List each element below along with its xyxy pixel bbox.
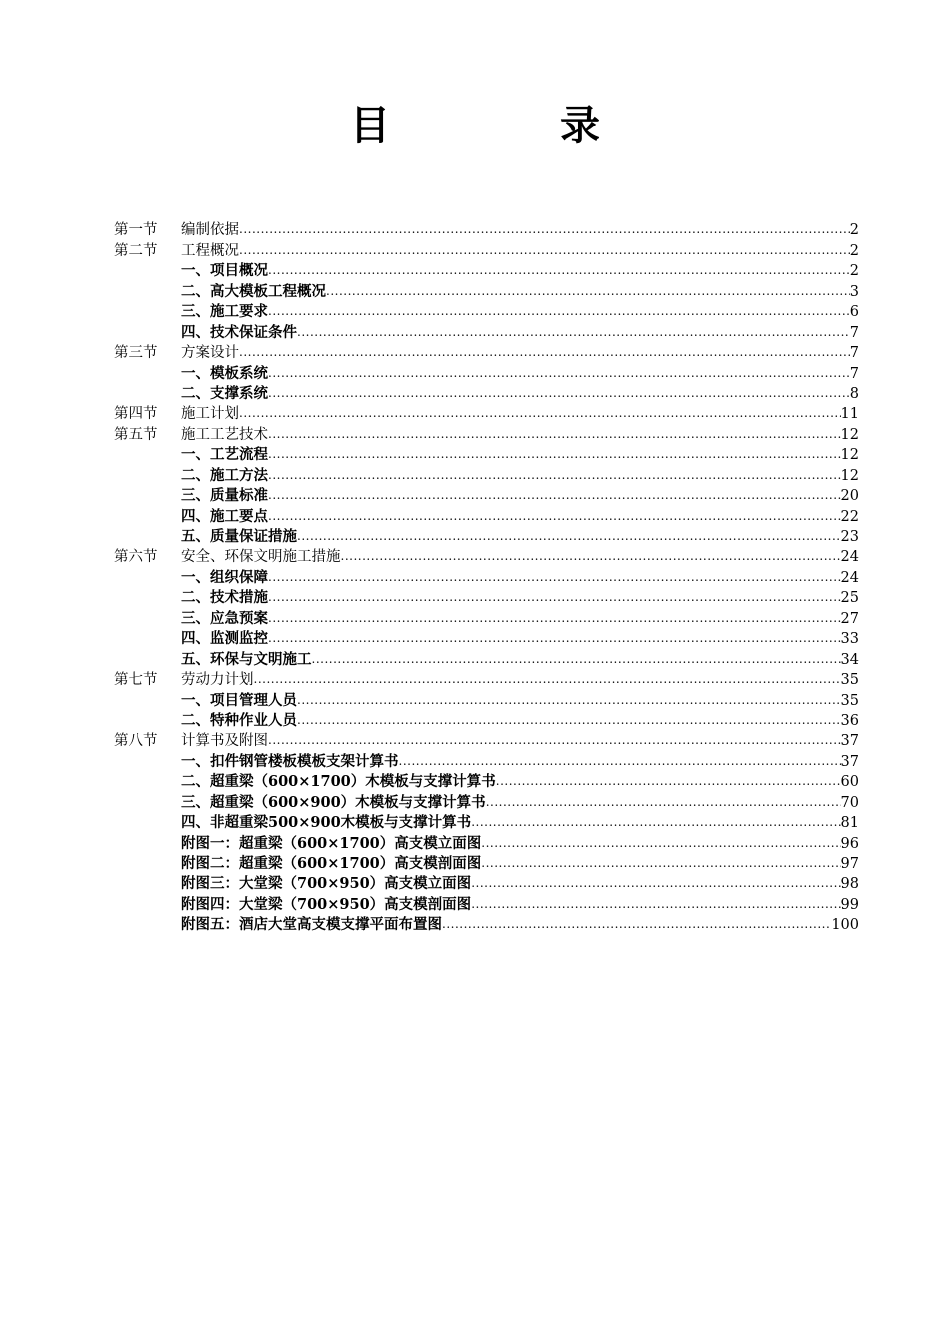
toc-entry-label: 二、高大模板工程概况 [181,282,326,300]
toc-entry-label: 四、非超重梁500×900木模板与支撑计算书 [181,814,472,832]
toc-page-number: 98 [840,876,859,893]
toc-entry[interactable] [114,384,859,404]
toc-entry[interactable] [114,547,859,567]
toc-entry[interactable] [114,690,859,710]
toc-entry[interactable] [114,465,859,485]
toc-page-number: 8 [849,385,859,402]
table-of-contents [114,220,859,935]
toc-page-number: 2 [849,222,859,239]
toc-page-number: 36 [840,712,859,729]
toc-page-number: 34 [840,651,859,668]
toc-entry[interactable] [114,608,859,628]
toc-dot-leader [239,344,850,360]
toc-entry[interactable] [114,915,859,935]
toc-page-number: 24 [840,569,859,586]
toc-page-number: 60 [840,774,859,791]
toc-dot-leader [268,732,841,748]
toc-section-number: 第五节 [114,426,158,443]
toc-dot-leader [471,875,840,891]
toc-dot-leader [496,773,841,789]
toc-entry-label: 三、应急预案 [181,609,268,627]
toc-dot-leader [268,365,850,381]
toc-page-number: 24 [840,549,859,566]
toc-page-number: 20 [840,488,859,505]
toc-page-number: 35 [840,672,859,689]
toc-page-number: 25 [840,590,859,607]
toc-entry-label: 方案设计 [181,345,239,362]
toc-page-number: 70 [840,794,859,811]
toc-page-number: 27 [840,610,859,627]
toc-entry[interactable] [114,874,859,894]
toc-page-number: 2 [849,263,859,280]
toc-page-number: 97 [840,856,859,872]
toc-page-number: 3 [849,283,859,300]
toc-entry[interactable] [114,506,859,526]
toc-entry-label: 一、组织保障 [181,568,268,586]
toc-entry-label: 二、超重梁（600×1700）木模板与支撑计算书 [181,773,496,791]
toc-section-number: 第三节 [114,345,158,362]
toc-entry-label: 施工计划 [181,406,239,423]
toc-section-number: 第一节 [114,222,158,239]
toc-page-number: 12 [840,467,859,484]
toc-entry[interactable] [114,302,859,322]
toc-dot-leader [341,548,841,564]
toc-entry[interactable] [114,649,859,669]
toc-entry[interactable] [114,711,859,731]
toc-dot-leader [268,385,850,401]
toc-dot-leader [268,508,841,524]
toc-page-number: 11 [840,406,859,423]
toc-page-number: 96 [840,835,859,852]
toc-entry-label: 五、环保与文明施工 [181,650,312,668]
toc-entry-label: 二、支撑系统 [181,384,268,402]
toc-dot-leader [481,855,840,871]
toc-entry-label: 一、工艺流程 [181,446,268,464]
toc-entry-label: 一、模板系统 [181,364,268,382]
toc-page-number: 99 [840,896,859,913]
toc-dot-leader [268,589,841,605]
toc-entry-label: 三、质量标准 [181,487,268,505]
toc-entry[interactable] [114,894,859,914]
toc-dot-leader [268,467,841,483]
toc-entry[interactable] [114,220,859,240]
toc-entry[interactable] [114,731,859,751]
toc-entry[interactable] [114,240,859,260]
toc-entry[interactable] [114,363,859,383]
toc-entry-label: 一、项目概况 [181,262,268,280]
toc-dot-leader [297,324,850,340]
toc-entry-label: 一、扣件钢管楼板模板支架计算书 [181,752,399,770]
toc-dot-leader [268,262,850,278]
toc-dot-leader [297,692,841,708]
toc-entry[interactable] [114,567,859,587]
toc-page-number: 12 [840,447,859,464]
toc-entry-label: 安全、环保文明施工措施 [181,549,341,566]
toc-entry[interactable] [114,343,859,363]
toc-dot-leader [471,896,840,912]
toc-entry[interactable] [114,854,859,874]
toc-entry[interactable] [114,833,859,853]
toc-section-number: 第八节 [114,733,158,750]
toc-page-number: 12 [840,426,859,443]
toc-entry-label: 四、技术保证条件 [181,323,297,341]
toc-dot-leader [268,426,841,442]
toc-dot-leader [481,835,840,851]
toc-entry[interactable] [114,751,859,771]
toc-entry-label: 计算书及附图 [181,733,268,750]
toc-entry[interactable] [114,588,859,608]
toc-dot-leader [297,712,841,728]
toc-entry[interactable] [114,629,859,649]
toc-dot-leader [471,814,840,830]
toc-section-number: 第四节 [114,406,158,423]
toc-entry-label: 三、超重梁（600×900）木模板与支撑计算书 [181,793,486,811]
toc-section-number: 第六节 [114,549,158,566]
toc-entry-label: 编制依据 [181,222,239,239]
toc-entry-label: 施工工艺技术 [181,426,268,443]
toc-entry[interactable] [114,772,859,792]
toc-dot-leader [399,753,841,769]
toc-page-number: 35 [840,692,859,709]
toc-entry-label: 五、质量保证措施 [181,528,297,545]
toc-dot-leader [239,405,841,421]
toc-entry-label: 劳动力计划 [181,672,254,689]
toc-page-number: 100 [831,917,859,934]
toc-dot-leader [239,221,850,237]
toc-section-number: 第二节 [114,242,158,259]
toc-entry[interactable] [114,322,859,342]
toc-page-number: 6 [849,304,859,321]
page-title: 目 录 [350,102,678,149]
toc-page-number: 7 [849,345,859,362]
toc-entry-label: 二、特种作业人员 [181,711,297,729]
toc-dot-leader [297,528,841,544]
toc-page-number: 23 [840,529,859,545]
toc-dot-leader [486,794,841,810]
toc-entry-label: 二、施工方法 [181,466,268,484]
toc-page-number: 7 [849,365,859,382]
toc-dot-leader [268,446,841,462]
toc-dot-leader [326,283,850,299]
toc-entry-label: 四、施工要点 [181,507,268,525]
toc-page-number: 7 [849,324,859,341]
toc-entry-label: 二、技术措施 [181,589,268,607]
toc-dot-leader [268,569,841,585]
toc-entry[interactable] [114,445,859,465]
toc-entry-label: 附图一：超重梁（600×1700）高支模立面图 [181,834,482,852]
toc-entry-label: 附图二：超重梁（600×1700）高支模剖面图 [181,855,482,872]
toc-dot-leader [239,242,850,258]
toc-page-number: 37 [840,733,859,750]
toc-dot-leader [254,671,841,687]
toc-page-number: 22 [840,508,859,525]
toc-entry[interactable] [114,486,859,506]
toc-page-number: 2 [849,242,859,259]
toc-entry-label: 附图四：大堂梁（700×950）高支模剖面图 [181,895,472,913]
toc-entry-label: 一、项目管理人员 [181,691,297,709]
toc-entry-label: 工程概况 [181,242,239,259]
toc-entry-label: 附图五：酒店大堂高支模支撑平面布置图 [181,916,442,934]
toc-entry[interactable] [114,527,859,547]
toc-page-number: 37 [840,753,859,770]
toc-entry[interactable] [114,281,859,301]
toc-entry[interactable] [114,404,859,424]
toc-entry[interactable] [114,670,859,690]
toc-dot-leader [312,651,841,667]
toc-entry-label: 三、施工要求 [181,303,268,321]
toc-dot-leader [268,610,841,626]
toc-page-number: 81 [840,815,859,832]
toc-entry[interactable] [114,792,859,812]
toc-dot-leader [442,916,831,932]
toc-dot-leader [268,630,841,646]
toc-dot-leader [268,487,841,503]
toc-dot-leader [268,303,850,319]
toc-entry[interactable] [114,261,859,281]
toc-entry[interactable] [114,424,859,444]
toc-entry-label: 附图三：大堂梁（700×950）高支模立面图 [181,875,472,893]
toc-section-number: 第七节 [114,672,158,689]
toc-page-number: 33 [840,631,859,648]
toc-entry[interactable] [114,813,859,833]
toc-entry-label: 四、监测监控 [181,630,268,648]
